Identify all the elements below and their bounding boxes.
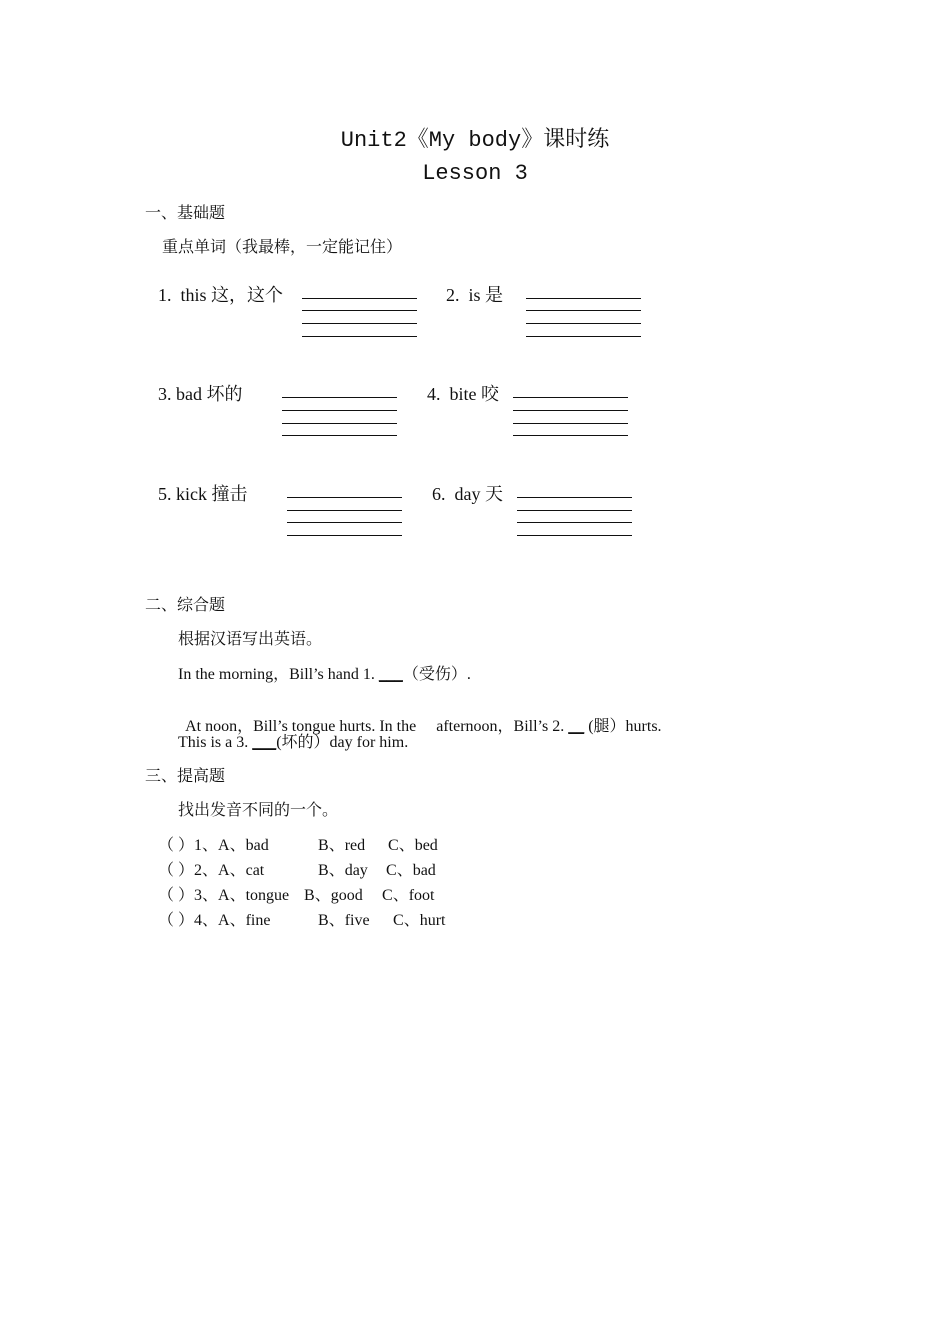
sentence-text: At noon，Bill’s tongue hurts. In the afternoon，Bill’s 2. xyxy=(185,718,569,735)
option-b: B、day xyxy=(318,862,368,879)
answer-blank-1[interactable]: ___ xyxy=(378,666,403,683)
answer-paren[interactable]: （ ） xyxy=(158,912,195,929)
section1-instruction: 重点单词（我最棒，一定能记住） xyxy=(162,239,403,256)
question-number: 2、 xyxy=(194,862,219,879)
option-a: A、tongue xyxy=(218,887,290,904)
option-b: B、five xyxy=(318,912,370,929)
question-number: 3、 xyxy=(194,887,219,904)
vocab-number: 2. xyxy=(446,285,460,305)
answer-blank-2[interactable]: __ xyxy=(568,718,585,735)
vocab-number: 6. xyxy=(432,484,446,504)
question-number: 4、 xyxy=(194,912,219,929)
sentence-text: （受伤）. xyxy=(402,666,471,683)
vocab-item-3 xyxy=(158,380,243,406)
vocab-item-1 xyxy=(158,281,283,307)
vocab-item-4 xyxy=(427,380,499,406)
option-a: A、bad xyxy=(218,837,269,854)
sentence-3 xyxy=(178,729,408,752)
sentence-text: This is a 3. xyxy=(178,734,253,751)
answer-paren[interactable]: （ ） xyxy=(158,837,195,854)
option-c: C、bad xyxy=(386,862,436,879)
vocab-number: 5. xyxy=(158,484,172,504)
vocab-word: bad 坏的 xyxy=(176,384,243,404)
question-1 xyxy=(158,832,438,855)
answer-paren[interactable]: （ ） xyxy=(158,862,195,879)
vocab-number: 4. xyxy=(427,384,441,404)
vocab-word: is 是 xyxy=(468,285,504,305)
option-a: A、fine xyxy=(218,912,271,929)
option-c: C、bed xyxy=(388,837,438,854)
vocab-word: this 这，这个 xyxy=(180,285,284,305)
option-b: B、red xyxy=(318,837,366,854)
sentence-1 xyxy=(178,661,471,684)
vocab-number: 1. xyxy=(158,285,172,305)
section1-heading: 一、基础题 xyxy=(145,205,226,222)
question-4 xyxy=(158,907,445,930)
vocab-item-6 xyxy=(432,480,503,506)
section2-heading: 二、综合题 xyxy=(145,597,226,614)
sentence-text: (腿）hurts. xyxy=(584,718,662,735)
vocab-word: bite 咬 xyxy=(449,384,499,404)
section3-heading: 三、提高题 xyxy=(145,768,226,785)
vocab-item-2 xyxy=(446,281,503,307)
section3-instruction: 找出发音不同的一个。 xyxy=(178,802,339,819)
option-a: A、cat xyxy=(218,862,265,879)
sentence-text: In the morning，Bill’s hand 1. xyxy=(178,666,379,683)
answer-paren[interactable]: （ ） xyxy=(158,887,195,904)
sentence-text: (坏的）day for him. xyxy=(276,734,409,751)
vocab-number: 3. xyxy=(158,384,172,404)
option-c: C、hurt xyxy=(393,912,446,929)
question-2 xyxy=(158,857,436,880)
section2-instruction: 根据汉语写出英语。 xyxy=(178,631,323,648)
vocab-word: day 天 xyxy=(454,484,503,504)
option-b: B、good xyxy=(304,887,363,904)
page-title: Unit2《My body》课时练 xyxy=(340,128,610,153)
vocab-word: kick 撞击 xyxy=(176,484,248,504)
vocab-item-5 xyxy=(158,480,248,506)
option-c: C、foot xyxy=(382,887,435,904)
question-number: 1、 xyxy=(194,837,219,854)
answer-blank-3[interactable]: ___ xyxy=(252,734,277,751)
question-3 xyxy=(158,882,434,905)
lesson-subtitle: Lesson 3 xyxy=(422,161,528,186)
